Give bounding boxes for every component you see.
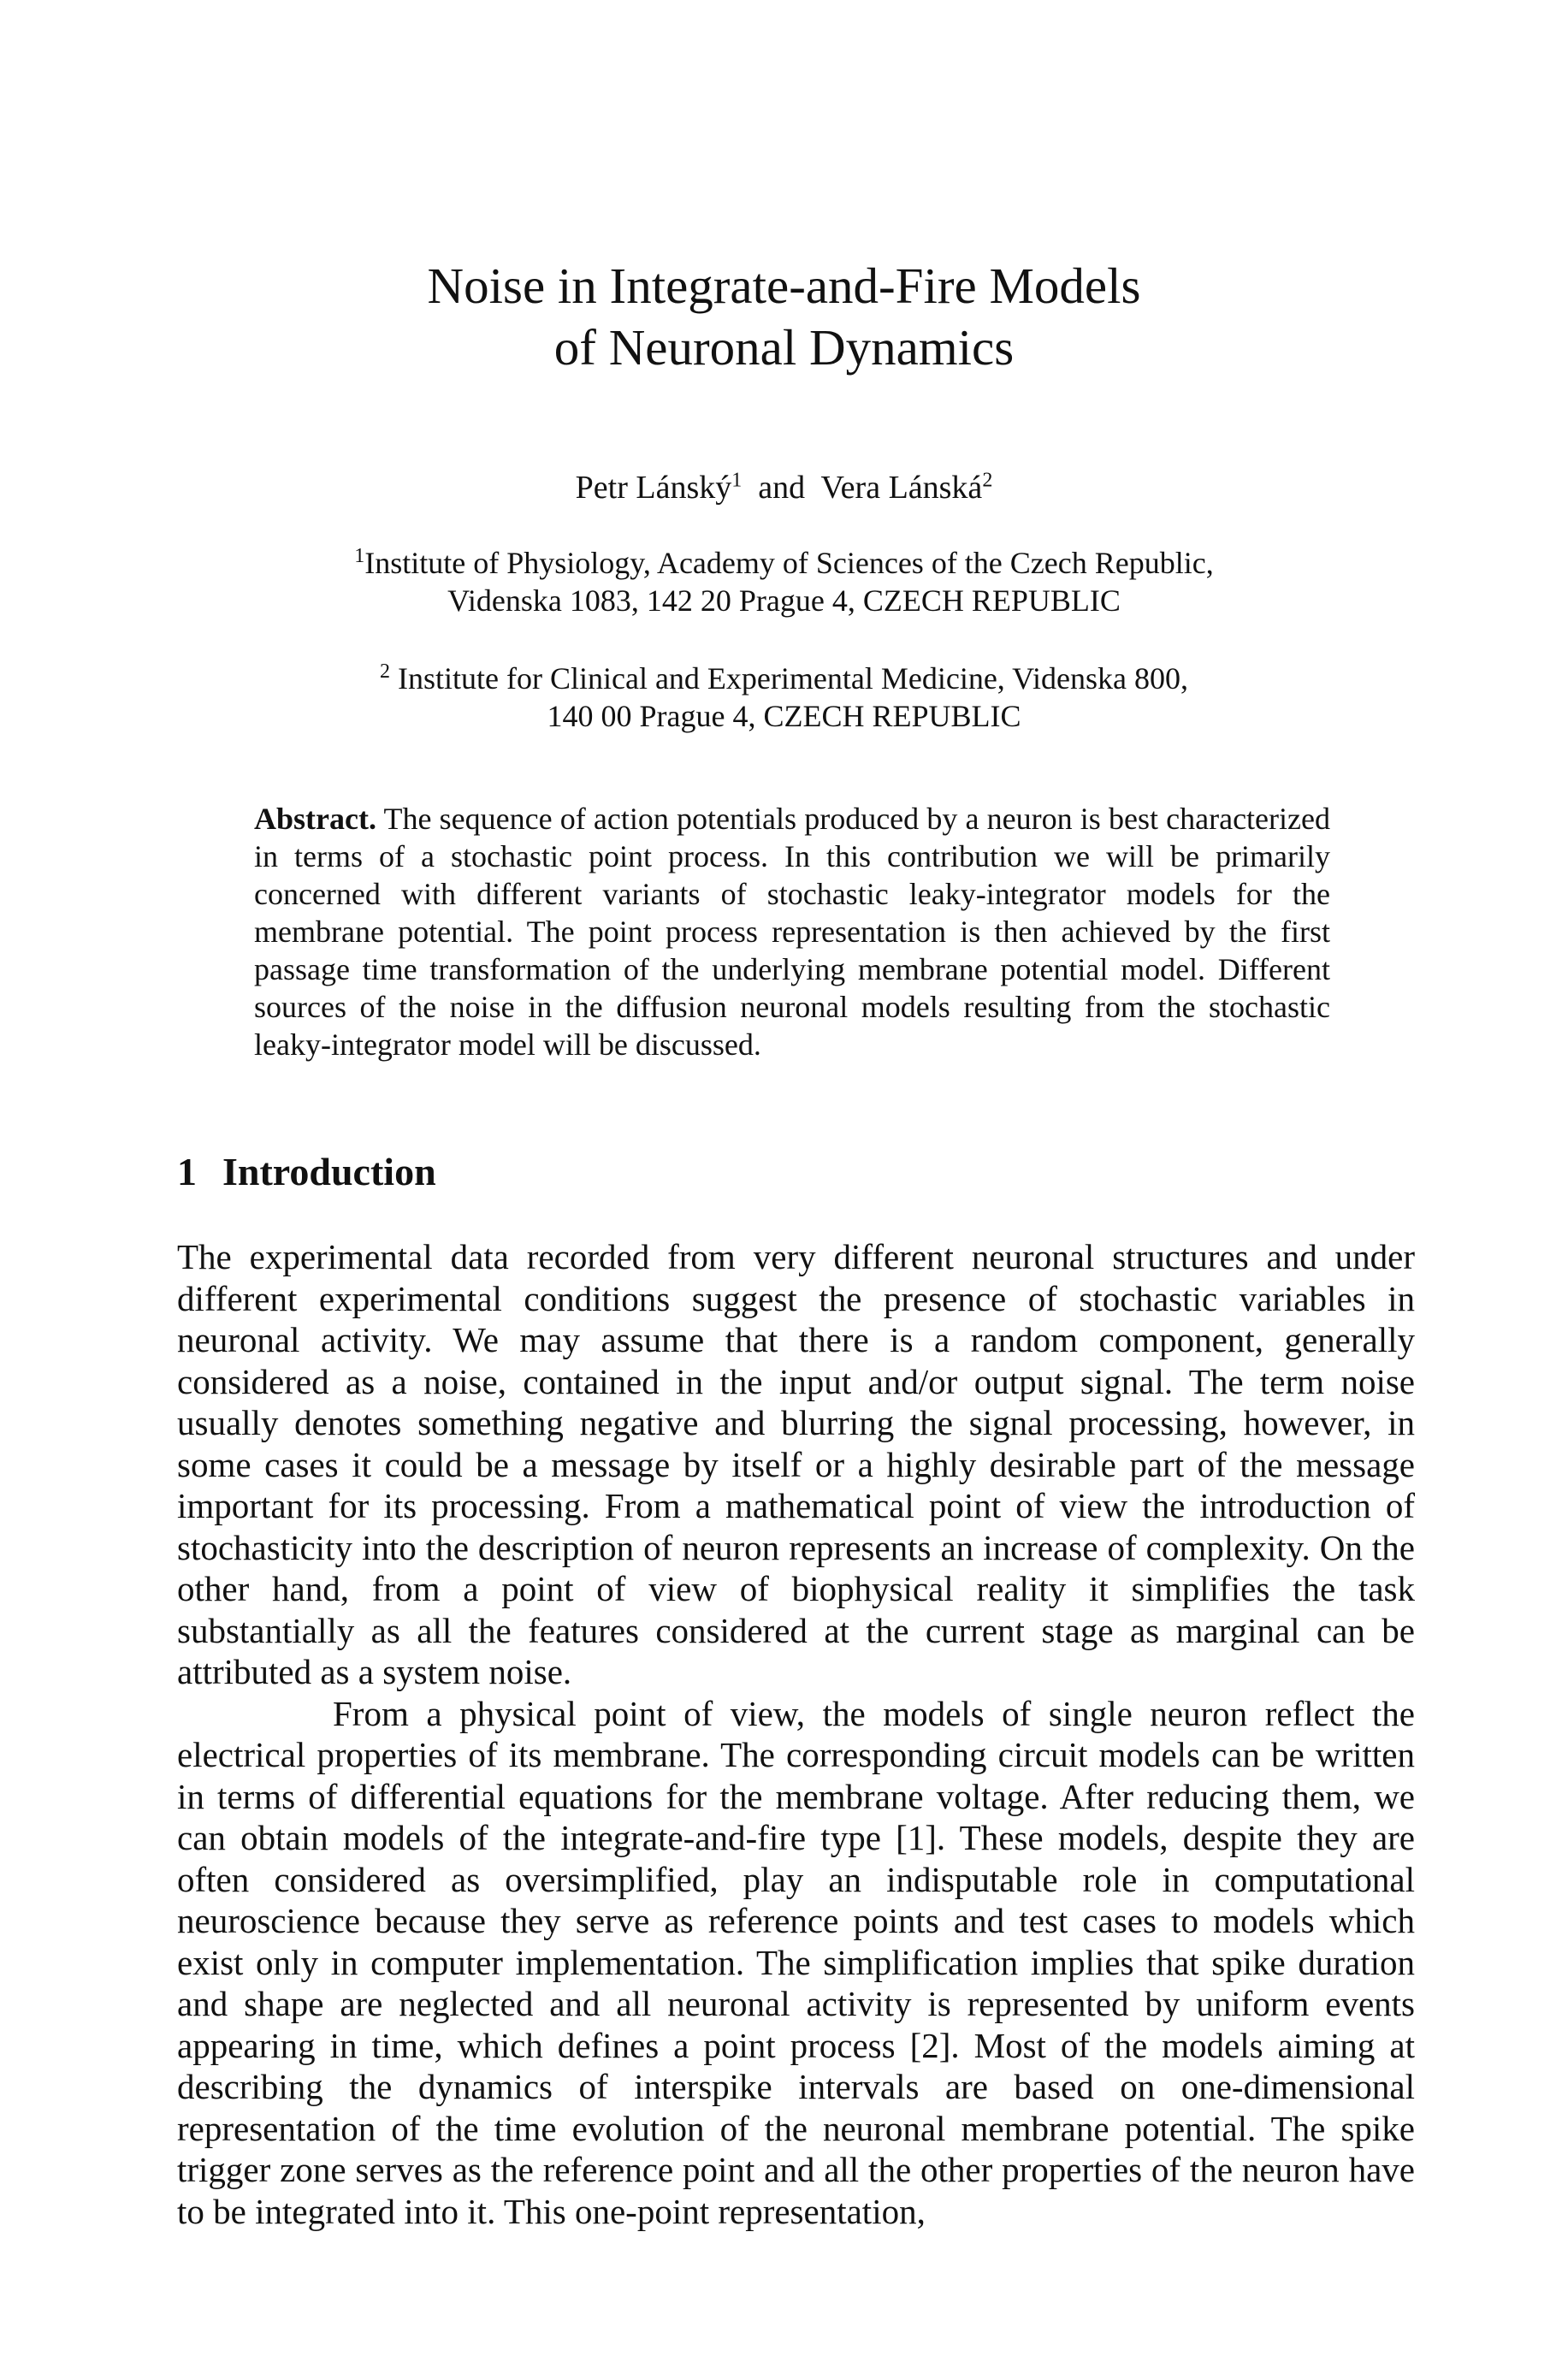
paragraph-1: The experimental data recorded from very different neuronal structures and under different experimental conditions suggest the presence of stochastic variables in neuronal activity. We may assume that there is a random component, generally considered as a noise, contained in the input and/or output signal. The term noise usually denotes something negative and blurring the signal processing, however, in some cases it could be a message by itself or a highly desirable part of the message important for its processing. From a mathematical point of view the introduction of stochasticity into the description of neuron represents an increase of complexity. On the other hand, from a point of view of biophysical reality it simplifies the task substantially as all the features considered at the current stage as marginal can be attributed as a system noise.: [177, 1237, 1415, 1691]
affiliation-2-line-2: 140 00 Prague 4, CZECH REPUBLIC: [547, 699, 1021, 733]
affiliation-2-text-1: Institute for Clinical and Experimental Medicine, Videnska 800,: [398, 661, 1188, 696]
affiliation-1-mark: 1: [354, 545, 365, 567]
title-line-2: of Neuronal Dynamics: [553, 319, 1015, 376]
author-1-mark: 1: [731, 469, 743, 492]
author-1: Petr Lánský: [575, 470, 732, 506]
paper-title: [0, 255, 1568, 378]
affiliation-1: [0, 544, 1568, 619]
author-list: [0, 469, 1568, 506]
section-number: 1: [177, 1150, 197, 1193]
affiliation-2: [0, 660, 1568, 735]
affiliation-1-text-1: Institute of Physiology, Academy of Sciences of the Czech Republic,: [364, 546, 1214, 580]
section-title: Introduction: [222, 1150, 436, 1193]
abstract: [254, 800, 1330, 1063]
affiliation-1-line-1: [0, 544, 1568, 582]
author-2: Vera Lánská: [820, 470, 983, 506]
section-heading: [177, 1148, 436, 1196]
affiliation-2-line-1: [0, 660, 1568, 697]
section-body: [177, 1236, 1415, 2232]
abstract-text: The sequence of action potentials produced by a neuron is best characterized in terms of a stochastic point process. In this contribution we will be primarily concerned with different variants of stochastic leaky-integrator models for the membrane potential. The point process representation is then achieved by the first passage time transformation of the underlying membrane potential model. Different sources of the noise in the diffusion neuronal models resulting from the stochastic leaky-integrator model will be discussed.: [254, 802, 1330, 1062]
paragraph-2: From a physical point of view, the models of single neuron reflect the electrical properties of its membrane. The corresponding circuit models can be written in terms of differential equations for the membrane voltage. After reducing them, we can obtain models of the integrate-and-fire type [1]. These models, despite they are often considered as oversimplified, play an indisputable role in computational neuroscience because they serve as reference points and test cases to models which exist only in computer implementation. The simplification implies that spike duration and shape are neglected and all neuronal activity is represented by uniform events appearing in time, which defines a point process [2]. Most of the models aiming at describing the dynamics of interspike intervals are based on one-dimensional representation of the time evolution of the neuronal membrane potential. The spike trigger zone serves as the reference point and all the other properties of the neuron have to be integrated into it. This one-point representation,: [177, 1693, 1415, 2231]
author-conjunction: and: [758, 470, 806, 506]
abstract-label: Abstract.: [254, 802, 376, 836]
author-2-mark: 2: [982, 469, 993, 492]
affiliation-1-line-2: Videnska 1083, 142 20 Prague 4, CZECH REPUBLIC: [447, 583, 1121, 618]
affiliation-2-mark: 2: [380, 660, 391, 683]
title-line-1: Noise in Integrate-and-Fire Models: [427, 258, 1141, 314]
